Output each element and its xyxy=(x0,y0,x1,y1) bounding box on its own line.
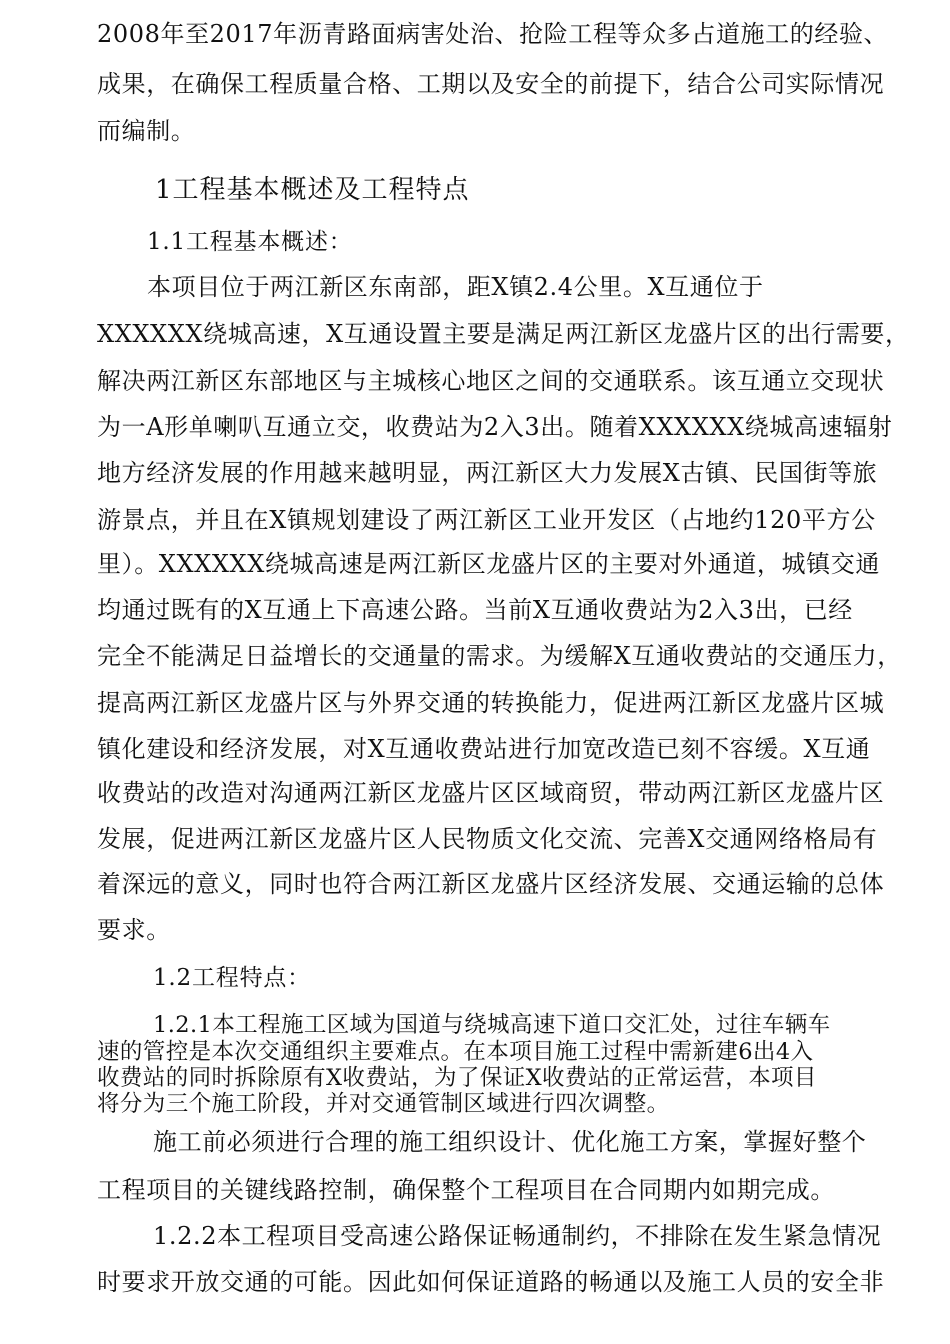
para-1-1-line-6: 游景点，并且在X镇规划建设了两江新区工业开发区（占地约120平方公 xyxy=(97,506,876,534)
para-1-1-line-2: XXXXXX绕城高速，X互通设置主要是满足两江新区龙盛片区的出行需要， xyxy=(97,320,910,348)
para-1-1-line-13: 发展，促进两江新区龙盛片区人民物质文化交流、完善X交通网络格局有 xyxy=(97,825,878,853)
subsection-1-1-title: 1.1工程基本概述： xyxy=(147,229,353,255)
para-1-1-line-7: 里）。XXXXXX绕城高速是两江新区龙盛片区的主要对外通道，城镇交通 xyxy=(97,550,880,578)
subsection-1-2-title: 1.2工程特点： xyxy=(153,965,311,991)
para-construction-line-2: 工程项目的关键线路控制，确保整个工程项目在合同期内如期完成。 xyxy=(97,1176,835,1204)
para-1-1-line-4: 为一A形单喇叭互通立交，收费站为2入3出。随着XXXXXX绕城高速辐射 xyxy=(97,413,893,441)
para-1-1-line-12: 收费站的改造对沟通两江新区龙盛片区区域商贸，带动两江新区龙盛片区 xyxy=(97,779,885,807)
para-1-2-1-line-2: 速的管控是本次交通组织主要难点。在本项目施工过程中需新建6出4入 xyxy=(97,1039,814,1065)
para-1-1-line-15: 要求。 xyxy=(97,916,171,944)
para-1-1-line-14: 着深远的意义，同时也符合两江新区龙盛片区经济发展、交通运输的总体 xyxy=(97,870,885,898)
intro-line-1: 2008年至2017年沥青路面病害处治、抢险工程等众多占道施工的经验、 xyxy=(97,20,889,48)
para-1-2-1-line-1: 1.2.1本工程施工区域为国道与绕城高速下道口交汇处，过往车辆车 xyxy=(153,1012,831,1038)
para-1-2-2-line-1: 1.2.2本工程项目受高速公路保证畅通制约，不排除在发生紧急情况 xyxy=(153,1222,882,1250)
para-1-1-line-3: 解决两江新区东部地区与主城核心地区之间的交通联系。该互通立交现状 xyxy=(97,367,885,395)
para-1-1-line-1: 本项目位于两江新区东南部，距X镇2.4公里。X互通位于 xyxy=(147,273,764,301)
para-1-1-line-8: 均通过既有的X互通上下高速公路。当前X互通收费站为2入3出，已经 xyxy=(97,596,853,624)
para-1-1-line-5: 地方经济发展的作用越来越明显，两江新区大力发展X古镇、民国街等旅 xyxy=(97,459,878,487)
intro-line-2: 成果，在确保工程质量合格、工期以及安全的前提下，结合公司实际情况 xyxy=(97,70,885,98)
para-1-1-line-11: 镇化建设和经济发展，对X互通收费站进行加宽改造已刻不容缓。X互通 xyxy=(97,735,871,763)
para-1-2-2-line-2: 时要求开放交通的可能。因此如何保证道路的畅通以及施工人员的安全非 xyxy=(97,1268,885,1296)
para-construction-line-1: 施工前必须进行合理的施工组织设计、优化施工方案，掌握好整个 xyxy=(153,1128,867,1156)
section-title: 1工程基本概述及工程特点 xyxy=(155,175,470,205)
para-1-2-1-line-3: 收费站的同时拆除原有X收费站，为了保证X收费站的正常运营，本项目 xyxy=(97,1065,817,1091)
para-1-1-line-10: 提高两江新区龙盛片区与外界交通的转换能力，促进两江新区龙盛片区城 xyxy=(97,689,885,717)
para-1-2-1-line-4: 将分为三个施工阶段，并对交通管制区域进行四次调整。 xyxy=(97,1091,670,1117)
intro-line-3: 而编制。 xyxy=(97,117,196,145)
para-1-1-line-9: 完全不能满足日益增长的交通量的需求。为缓解X互通收费站的交通压力， xyxy=(97,642,902,670)
